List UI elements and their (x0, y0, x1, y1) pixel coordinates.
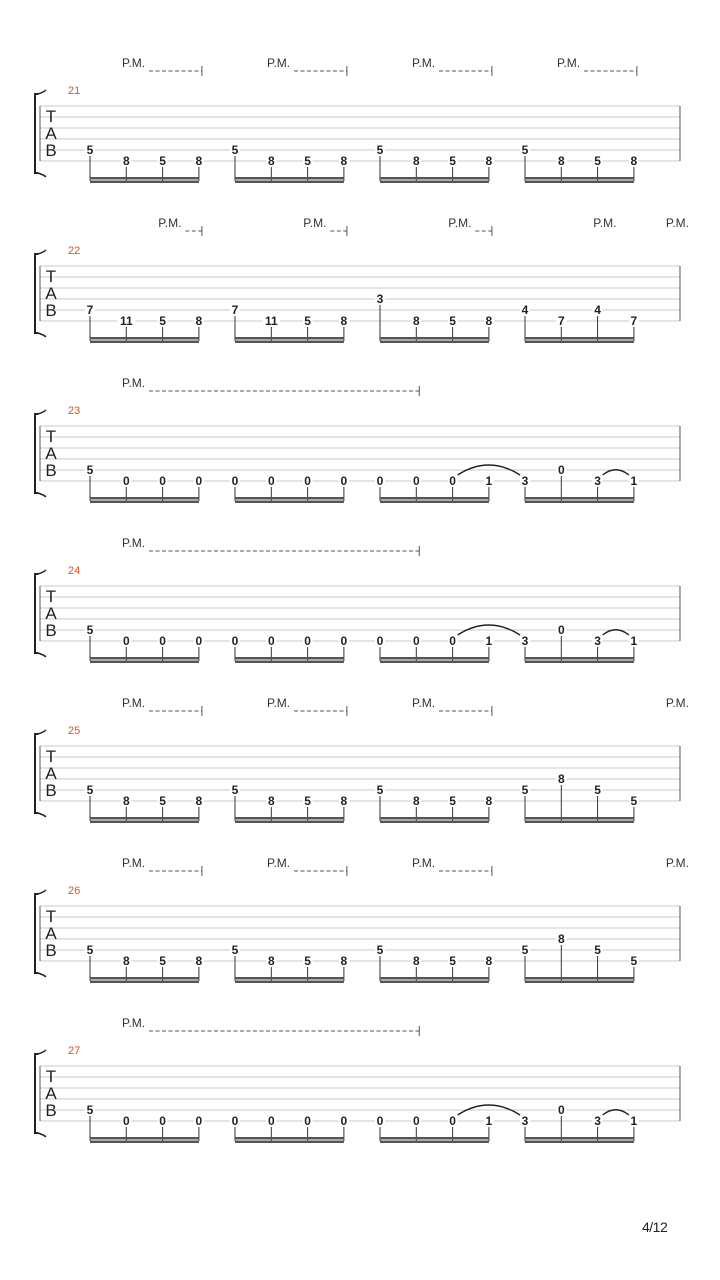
beam (380, 337, 489, 340)
fret-number: 3 (376, 292, 384, 306)
fret-number: 0 (267, 474, 275, 488)
fret-number: 8 (485, 954, 493, 968)
beam (235, 497, 344, 500)
beam (525, 501, 634, 504)
palm-mute-label: P.M. (267, 696, 291, 710)
tie-slur (603, 630, 629, 635)
fret-number: 7 (630, 314, 638, 328)
fret-number: 3 (594, 474, 601, 488)
tab-clef-letter: B (45, 301, 57, 320)
fret-number: 0 (340, 474, 348, 488)
tab-system (35, 696, 689, 823)
fret-number: 0 (449, 1114, 456, 1128)
tab-clef-letter: T (45, 427, 57, 446)
fret-number: 5 (376, 783, 384, 797)
beam (380, 1141, 489, 1144)
palm-mute-label: P.M. (122, 856, 146, 870)
fret-number: 5 (304, 794, 311, 808)
tab-clef-letter: T (45, 1067, 57, 1086)
fret-number: 5 (521, 143, 529, 157)
fret-number: 0 (159, 1114, 166, 1128)
tab-clef-letter: T (45, 587, 57, 606)
fret-number: 0 (557, 623, 565, 637)
fret-number: 0 (304, 474, 311, 488)
fret-number: 0 (267, 1114, 275, 1128)
tab-clef-letter: T (45, 107, 57, 126)
tab-system (35, 376, 680, 503)
fret-number: 5 (449, 154, 456, 168)
tab-clef-letter: A (45, 1084, 57, 1103)
tab-clef-letter: B (45, 461, 57, 480)
fret-number: 5 (376, 943, 384, 957)
beam (235, 657, 344, 660)
fret-number: 5 (86, 463, 94, 477)
beam (380, 181, 489, 184)
beam (380, 1137, 489, 1140)
fret-number: 0 (122, 474, 130, 488)
beam (90, 177, 199, 180)
tab-system (35, 856, 689, 983)
beam (380, 977, 489, 980)
beam (235, 821, 344, 824)
palm-mute-label: P.M. (122, 536, 146, 550)
tab-clef-letter: T (45, 747, 57, 766)
fret-number: 0 (557, 463, 565, 477)
fret-number: 4 (594, 303, 601, 317)
fret-number: 5 (159, 794, 166, 808)
beam (525, 337, 634, 340)
fret-number: 0 (231, 474, 239, 488)
beam (380, 657, 489, 660)
tie-slur (603, 470, 629, 475)
fret-number: 5 (159, 154, 166, 168)
fret-number: 5 (86, 783, 94, 797)
palm-mute-label: P.M. (412, 56, 436, 70)
palm-mute-label: P.M. (267, 56, 291, 70)
fret-number: 8 (122, 154, 130, 168)
palm-mute-label: P.M. (158, 216, 182, 230)
fret-number: 5 (231, 783, 239, 797)
tab-system (35, 536, 680, 663)
palm-mute-label: P.M. (122, 376, 146, 390)
beam (380, 177, 489, 180)
fret-number: 5 (86, 623, 94, 637)
beam (235, 177, 344, 180)
beam (90, 657, 199, 660)
fret-number: 8 (557, 154, 565, 168)
tab-clef-letter: B (45, 621, 57, 640)
beam (235, 981, 344, 984)
tab-system (35, 56, 680, 183)
fret-number: 5 (304, 954, 311, 968)
system-bracket (35, 94, 38, 173)
beam (525, 497, 634, 500)
tab-clef-letter: A (45, 284, 57, 303)
fret-number: 8 (340, 954, 348, 968)
beam (90, 1141, 199, 1144)
fret-number: 0 (159, 634, 166, 648)
beam (380, 821, 489, 824)
fret-number: 8 (122, 954, 130, 968)
fret-number: 1 (485, 634, 493, 648)
tab-system (35, 1016, 680, 1143)
tab-clef-letter: B (45, 141, 57, 160)
fret-number: 0 (340, 634, 348, 648)
fret-number: 5 (630, 794, 638, 808)
fret-number: 0 (304, 634, 311, 648)
fret-number: 8 (412, 154, 420, 168)
fret-number: 3 (521, 1114, 529, 1128)
fret-number: 0 (412, 1114, 420, 1128)
fret-number: 0 (122, 1114, 130, 1128)
beam (90, 337, 199, 340)
fret-number: 0 (159, 474, 166, 488)
tab-clef-letter: T (45, 907, 57, 926)
fret-number: 3 (521, 474, 529, 488)
fret-number: 5 (86, 143, 94, 157)
tie-slur (603, 1110, 629, 1115)
beam (525, 821, 634, 824)
fret-number: 8 (485, 794, 493, 808)
palm-mute-label: P.M. (412, 696, 436, 710)
fret-number: 5 (449, 314, 456, 328)
fret-number: 5 (449, 794, 456, 808)
beam (90, 501, 199, 504)
fret-number: 5 (231, 943, 239, 957)
fret-number: 5 (521, 943, 529, 957)
fret-number: 5 (159, 954, 166, 968)
fret-number: 5 (376, 143, 384, 157)
fret-number: 3 (594, 1114, 601, 1128)
fret-number: 1 (485, 1114, 493, 1128)
fret-number: 0 (195, 474, 203, 488)
page-number: 4/12 (642, 1219, 668, 1235)
tab-clef-letter: A (45, 604, 57, 623)
fret-number: 5 (594, 943, 601, 957)
fret-number: 0 (231, 634, 239, 648)
fret-number: 8 (340, 794, 348, 808)
beam (235, 977, 344, 980)
palm-mute-label: P.M. (448, 216, 472, 230)
tab-clef-letter: A (45, 124, 57, 143)
system-bracket (35, 574, 38, 653)
fret-number: 0 (412, 634, 420, 648)
measure-number: 22 (68, 245, 81, 257)
beam (525, 341, 634, 344)
fret-number: 5 (594, 783, 601, 797)
tab-clef-letter: A (45, 924, 57, 943)
fret-number: 8 (485, 154, 493, 168)
beam (90, 817, 199, 820)
beam (235, 181, 344, 184)
beam (525, 1137, 634, 1140)
system-bracket (35, 1054, 38, 1133)
beam (380, 981, 489, 984)
fret-number: 5 (159, 314, 166, 328)
fret-number: 8 (412, 794, 420, 808)
beam (525, 817, 634, 820)
fret-number: 7 (557, 314, 565, 328)
fret-number: 8 (412, 954, 420, 968)
fret-number: 5 (231, 143, 239, 157)
measure-number: 27 (68, 1045, 81, 1057)
fret-number: 5 (86, 943, 94, 957)
fret-number: 0 (412, 474, 420, 488)
fret-number: 8 (195, 794, 203, 808)
fret-number: 8 (412, 314, 420, 328)
system-bracket (35, 734, 38, 813)
tab-clef-letter: T (45, 267, 57, 286)
fret-number: 8 (195, 954, 203, 968)
beam (380, 341, 489, 344)
beam (235, 1137, 344, 1140)
fret-number: 0 (195, 1114, 203, 1128)
beam (380, 661, 489, 664)
beam (90, 1137, 199, 1140)
fret-number: 1 (630, 474, 638, 488)
fret-number: 0 (449, 474, 456, 488)
palm-mute-label: P.M. (412, 856, 436, 870)
fret-number: 0 (376, 634, 384, 648)
fret-number: 5 (521, 783, 529, 797)
fret-number: 5 (449, 954, 456, 968)
palm-mute-label: P.M. (557, 56, 581, 70)
beam (90, 981, 199, 984)
fret-number: 5 (304, 314, 311, 328)
tab-clef-letter: A (45, 764, 57, 783)
fret-number: 8 (195, 154, 203, 168)
beam (235, 817, 344, 820)
beam (235, 501, 344, 504)
fret-number: 1 (630, 634, 638, 648)
fret-number: 0 (376, 474, 384, 488)
beam (235, 337, 344, 340)
fret-number: 8 (267, 794, 275, 808)
system-bracket (35, 414, 38, 493)
palm-mute-label: P.M. (267, 856, 291, 870)
fret-number: 0 (267, 634, 275, 648)
palm-mute-label: P.M. (665, 216, 690, 230)
fret-number: 0 (376, 1114, 384, 1128)
fret-number: 8 (557, 772, 565, 786)
fret-number: 8 (267, 954, 275, 968)
beam (235, 1141, 344, 1144)
fret-number: 5 (594, 154, 601, 168)
palm-mute-label: P.M. (122, 1016, 146, 1030)
fret-number: 8 (340, 154, 348, 168)
fret-number: 0 (231, 1114, 239, 1128)
fret-number: 0 (340, 1114, 348, 1128)
beam (235, 341, 344, 344)
measure-number: 21 (68, 85, 81, 97)
beam (90, 977, 199, 980)
fret-number: 0 (304, 1114, 311, 1128)
fret-number: 8 (122, 794, 130, 808)
fret-number: 8 (630, 154, 638, 168)
fret-number: 7 (86, 303, 94, 317)
fret-number: 5 (86, 1103, 94, 1117)
fret-number: 0 (449, 634, 456, 648)
beam (380, 497, 489, 500)
fret-number: 8 (485, 314, 493, 328)
fret-number: 11 (264, 314, 278, 328)
palm-mute-label: P.M. (665, 696, 690, 710)
fret-number: 7 (231, 303, 239, 317)
beam (90, 821, 199, 824)
beam (380, 817, 489, 820)
fret-number: 11 (119, 314, 133, 328)
palm-mute-label: P.M. (122, 56, 146, 70)
palm-mute-label: P.M. (665, 856, 690, 870)
fret-number: 3 (594, 634, 601, 648)
beam (380, 501, 489, 504)
beam (90, 341, 199, 344)
fret-number: 0 (557, 1103, 565, 1117)
beam (90, 497, 199, 500)
fret-number: 8 (340, 314, 348, 328)
fret-number: 8 (267, 154, 275, 168)
beam (525, 1141, 634, 1144)
fret-number: 1 (630, 1114, 638, 1128)
beam (525, 661, 634, 664)
beam (525, 977, 634, 980)
beam (90, 181, 199, 184)
fret-number: 0 (122, 634, 130, 648)
measure-number: 26 (68, 885, 81, 897)
fret-number: 5 (630, 954, 638, 968)
beam (525, 657, 634, 660)
beam (90, 661, 199, 664)
fret-number: 8 (557, 932, 565, 946)
tab-clef-letter: B (45, 941, 57, 960)
fret-number: 3 (521, 634, 529, 648)
tab-clef-letter: A (45, 444, 57, 463)
fret-number: 4 (521, 303, 529, 317)
measure-number: 24 (68, 565, 81, 577)
beam (525, 181, 634, 184)
beam (525, 177, 634, 180)
palm-mute-label: P.M. (303, 216, 327, 230)
system-bracket (35, 894, 38, 973)
palm-mute-label: P.M. (593, 216, 617, 230)
beam (525, 981, 634, 984)
palm-mute-label: P.M. (122, 696, 146, 710)
fret-number: 5 (304, 154, 311, 168)
measure-number: 23 (68, 405, 81, 417)
tab-system (35, 216, 689, 343)
fret-number: 0 (195, 634, 203, 648)
tab-clef-letter: B (45, 1101, 57, 1120)
fret-number: 1 (485, 474, 493, 488)
system-bracket (35, 254, 38, 333)
fret-number: 8 (195, 314, 203, 328)
measure-number: 25 (68, 725, 81, 737)
beam (235, 661, 344, 664)
tab-clef-letter: B (45, 781, 57, 800)
